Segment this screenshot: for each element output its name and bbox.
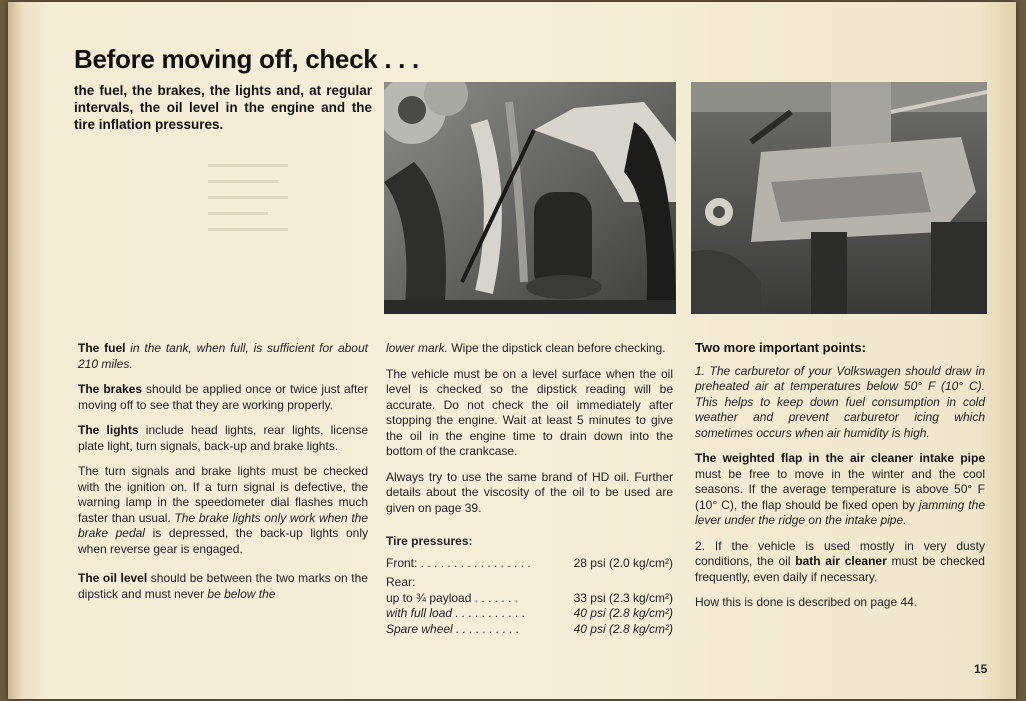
dipstick-italic: lower mark. (386, 341, 449, 355)
weighted-flap-label: The weighted flap in the air cleaner intake pipe (695, 451, 985, 465)
weighted-flap-paragraph (695, 451, 985, 529)
level-surface-paragraph: The vehicle must be on a level surface when the oil level is checked so the dipstick reading will be accurate. Do not check the oil immediately after stopping the engine. Wait at least 5 minutes to give the oil in the engine time to drain down into the bottom of the crankcase. (386, 366, 673, 458)
tire-pressures-heading: Tire pressures: (386, 534, 473, 548)
tire-pressures-block (386, 534, 673, 637)
important-points-heading: Two more important points: (695, 340, 866, 355)
turn-text2: is depressed, the back-up lights only when reverse gear is engaged. (78, 526, 368, 556)
oil-paragraph (78, 571, 368, 602)
page-number: 15 (974, 662, 988, 676)
page-binding-edge (8, 2, 22, 699)
page-title: Before moving off, check . . . (74, 44, 419, 74)
column-middle (386, 341, 673, 637)
turn-italic: The brake lights only work when the brake pedal (78, 510, 368, 540)
fuel-text: in the tank, when full, is sufficient for about 210 miles. (78, 341, 368, 371)
column-left (78, 341, 368, 612)
dipstick-text: Wipe the dipstick clean before checking. (448, 341, 666, 355)
dusty-text: 2. If the vehicle is used mostly in very dusty conditions, the oil (695, 538, 985, 568)
tire-row-rear (386, 575, 673, 591)
tire-row-spare (386, 622, 673, 638)
lights-label: The lights (78, 423, 139, 437)
brakes-label: The brakes (78, 382, 143, 396)
brakes-text: should be applied once or twice just after moving off to see that they are working properly. (78, 382, 368, 412)
dipstick-paragraph (386, 341, 673, 357)
weighted-flap-text: must be free to move in the winter and the cool seasons. If the average temperature is above 50° F (10° C), the flap should be fixed open by (695, 466, 985, 512)
turn-signals-paragraph (78, 464, 368, 557)
front-value: 28 psi (2.0 kg/cm²) (573, 555, 673, 570)
weighted-flap-italic: jamming the lever under the ridge on the intake pipe. (695, 497, 985, 527)
show-through-text: ▬▬▬▬▬▬▬▬ ▬▬▬▬▬▬▬ ▬▬▬▬▬▬▬▬ ▬▬▬▬▬▬ ▬▬▬▬▬▬▬▬ (208, 159, 288, 234)
oil-text: should be between the two marks on the dipstick and must never (78, 571, 368, 601)
oil-italic: be below the (204, 586, 276, 601)
tire-row-payload (386, 591, 673, 607)
oil-label: The oil level (78, 571, 148, 585)
dusty-bold: bath air cleaner (790, 554, 887, 568)
payload-value: 33 psi (2.3 kg/cm²) (573, 590, 673, 605)
dusty-paragraph (695, 539, 985, 586)
front-label: Front: . . . . . . . . . . . . . . . . . (386, 555, 531, 570)
turn-text: The turn signals and brake lights must be checked with the ignition on. If a turn signal is defective, the warning lamp in the speedometer dial flashes much faster than usual. (78, 464, 368, 525)
air-cleaner-photo (691, 82, 987, 314)
manual-page (8, 2, 1016, 699)
spare-value: 40 psi (2.8 kg/cm²) (573, 621, 673, 636)
dusty-end: must be checked frequently, even daily if necessary. (695, 554, 985, 584)
dipstick-photo (384, 82, 676, 314)
oil-brand-paragraph: Always try to use the same brand of HD oil. Further details about the viscosity of the oil to be used are given on page 39. (386, 469, 673, 515)
payload-label: up to ¾ payload . . . . . . . (386, 590, 519, 605)
lights-paragraph (78, 423, 368, 454)
lights-text: include head lights, rear lights, license plate light, turn signals, back-up and brake lights. (78, 423, 368, 453)
spare-label: Spare wheel . . . . . . . . . . (386, 621, 520, 636)
rear-label: Rear: (386, 575, 416, 589)
lead-paragraph: the fuel, the brakes, the lights and, at regular intervals, the oil level in the engine and the tire inflation pressures. (74, 83, 372, 132)
full-load-label: with full load . . . . . . . . . . . (386, 606, 526, 620)
fuel-paragraph (78, 341, 368, 372)
column-right (695, 340, 985, 621)
tire-row-full-load (386, 606, 673, 622)
brakes-paragraph (78, 382, 368, 413)
full-load-value: 40 psi (2.8 kg/cm²) (573, 606, 673, 620)
fuel-label: The fuel (78, 341, 126, 355)
carburetor-paragraph: 1. The carburetor of your Volkswagen should draw in preheated air at temperatures below 50° F (10° C). This helps to keep down fuel consumption in cold weather and prevent carburetor icing which sometimes occurs when air humidity is high. (695, 363, 985, 440)
tire-row-front (386, 556, 673, 572)
page-reference-paragraph: How this is done is described on page 44. (695, 595, 918, 609)
